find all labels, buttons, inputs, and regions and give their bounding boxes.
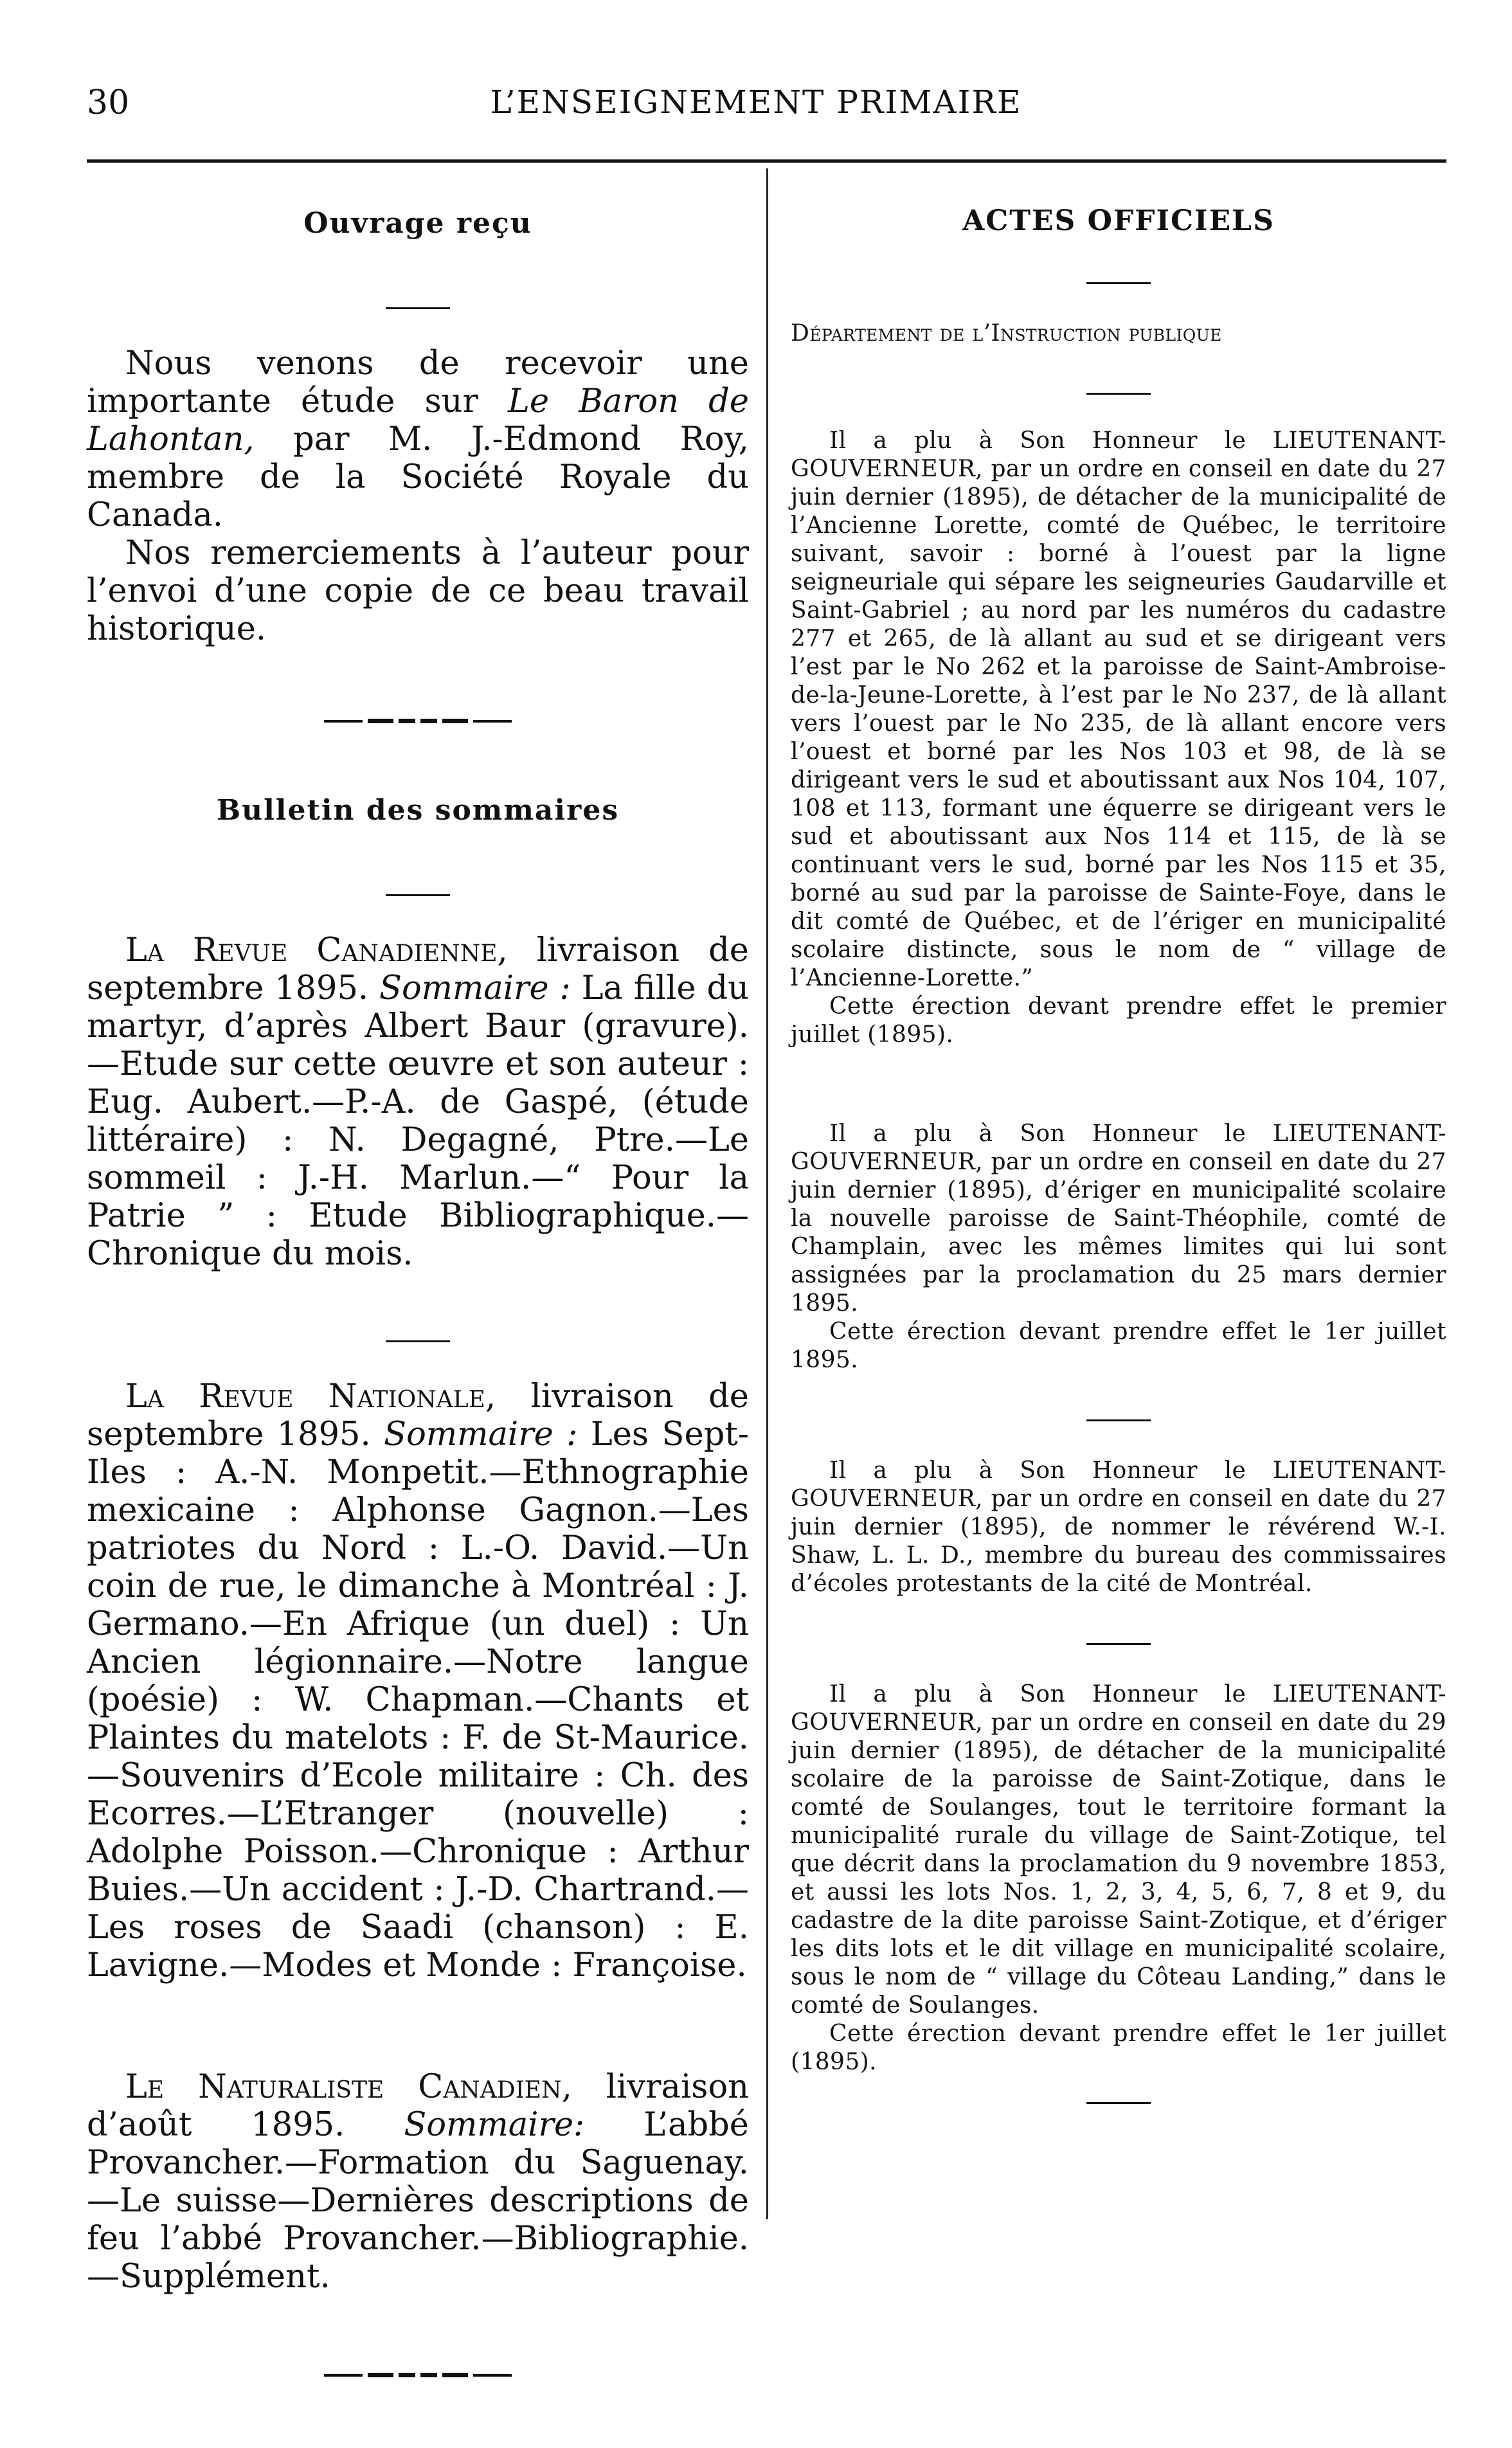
sommaire-label: Sommaire : [384, 1416, 578, 1454]
bulletin-heading: Bulletin des sommaires [216, 794, 620, 827]
department-title: Département de l’Instruction publique [791, 320, 1222, 346]
ouvrage-text: par M. J.-Edmond Roy, membre de la Société Royale du Canada. [87, 420, 749, 534]
acte-4-effet: Cette érection devant prendre effet le 1er juillet (1895). [791, 2021, 1446, 2075]
separator-dash [1086, 282, 1151, 284]
separator-dash [1086, 2102, 1151, 2104]
separator-dash [1086, 393, 1151, 395]
acte-1-effet: Cette érection devant prendre effet le premier juillet (1895). [791, 993, 1446, 1048]
sommaire-label: Sommaire : [379, 969, 571, 1007]
revue-nationale-entry [87, 1378, 749, 1985]
ouvrage-paragraph-1 [87, 345, 749, 534]
ouvrage-paragraph-2: Nos remerciements à l’auteur pour l’envoi d’une copie de ce beau travail historique. [87, 534, 749, 648]
entry-text: livraison d’août 1895. [87, 2068, 750, 2144]
naturaliste-entry [87, 2068, 749, 2296]
acte-2-paragraph: Il a plu à Son Honneur le LIEUTENANT-GOUVERNEUR, par un ordre en conseil en date du 27 juin dernier (1895), d’ériger en municipalité scolaire la nouvelle paroisse de Saint-Théophile, comté de Champlain, avec les mêmes limites qui lui sont assignées par la proclamation du 25 mars dernier 1895. [791, 1120, 1446, 1317]
left-column [87, 193, 749, 2448]
book-title: Le Baron de Lahontan, [87, 382, 749, 458]
running-title: L’ENSEIGNEMENT PRIMAIRE [490, 84, 1022, 121]
acte-4-paragraph: Il a plu à Son Honneur le LIEUTENANT-GOUVERNEUR, par un ordre en conseil en date du 29 juin dernier (1895), de détacher de la municipalité scolaire de la paroisse de Saint-Zotique, dans le comté de Soulanges, tout le territoire formant la municipalité rurale du village de Saint-Zotique, tel que décrit dans la proclamation du 9 novembre 1853, et aussi les lots Nos. 1, 2, 3, 4, 5, 6, 7, 8 et 9, du cadastre de la dite paroisse Saint-Zotique, et d’ériger les dits lots et le dit village en municipalité scolaire, sous le nom de “ village du Côteau Landing,” dans le comté de Soulanges. [791, 1681, 1446, 2019]
actes-heading: ACTES OFFICIELS [962, 204, 1275, 237]
publication-title: La Revue Canadienne, [125, 932, 508, 969]
ornament-divider [87, 2373, 749, 2377]
separator-dash [1086, 1643, 1151, 1645]
entry-text: L’abbé Provancher.—Formation du Saguenay.—Le suisse—Dernières descriptions de feu l’abbé Provancher.—Bibliographie.—Supplément. [87, 2106, 749, 2296]
entry-text: livraison de septembre 1895. [87, 932, 749, 1007]
separator-dash [386, 894, 450, 896]
sommaire-label: Sommaire: [404, 2106, 585, 2144]
entry-text: Les Sept-Iles : A.-N. Monpetit.—Ethnographie mexicaine : Alphonse Gagnon.—Les patriotes du Nord : L.-O. David.—Un coin de rue, le dimanche à Montréal : J. Germano.—En Afrique (un duel) : Un Ancien légionnaire.—Notre langue (poésie) : W. Chapman.—Chants et Plaintes du matelots : F. de St-Maurice.—Souvenirs d’Ecole militaire : Ch. des Ecorres.—L’Etranger (nouvelle) : Adolphe Poisson.—Chronique : Arthur Buies.—Un accident : J.-D. Chartrand.—Les roses de Saadi (chanson) : E. Lavigne.—Modes et Monde : Françoise. [87, 1416, 750, 1985]
separator-dash [1086, 1419, 1151, 1421]
entry-text: La fille du martyr, d’après Albert Baur (gravure).—Etude sur cette œuvre et son auteur : Eug. Aubert.—P.-A. de Gaspé, (étude littéraire) : N. Degagné, Ptre.—Le sommeil : J.-H. Marlun.—“ Pour la Patrie ” : Etude Bibliographique.—Chronique du mois. [87, 969, 749, 1273]
separator-dash [386, 1340, 450, 1342]
right-column [791, 193, 1446, 2139]
column-divider [766, 168, 768, 2219]
header-rule [87, 159, 1446, 163]
ornament-divider [87, 719, 749, 723]
acte-2-effet: Cette érection devant prendre effet le 1er juillet 1895. [791, 1318, 1446, 1373]
publication-title: La Revue Nationale, [125, 1378, 496, 1416]
acte-3-paragraph: Il a plu à Son Honneur le LIEUTENANT-GOUVERNEUR, par un ordre en conseil en date du 27 juin dernier (1895), de nommer le révérend W.-I. Shaw, L. L. D., membre du bureau des commissaires d’écoles protestants de la cité de Montréal. [791, 1457, 1446, 1597]
acte-1-paragraph: Il a plu à Son Honneur le LIEUTENANT-GOUVERNEUR, par un ordre en conseil en date du 27 juin dernier (1895), de détacher de la municipalité de l’Ancienne Lorette, comté de Québec, le territoire suivant, savoir : borné à l’ouest par la ligne seigneuriale qui sépare les seigneuries Gaudarville et Saint-Gabriel ; au nord par les numéros du cadastre 277 et 265, de là allant au sud et se dirigeant vers l’est par le No 262 et la paroisse de Saint-Ambroise-de-la-Jeune-Lorette, à l’est par le No 237, de là allant vers l’ouest par le No 235, de là allant encore vers l’ouest et borné par les Nos 103 et 98, de là se dirigeant vers le sud et aboutissant aux Nos 104, 107, 108 et 113, formant une équerre se dirigeant vers le sud et aboutissant aux Nos 114 et 115, de là se continuant vers le sud, borné par les Nos 115 et 35, borné au sud par la paroisse de Sainte-Foye, dans le dit comté de Québec, et de l’ériger en municipalité scolaire distincte, sous le nom de “ village de l’Ancienne-Lorette.” [791, 428, 1446, 991]
revue-canadienne-entry [87, 932, 749, 1273]
separator-dash [386, 307, 450, 309]
ouvrage-text: Nous venons de recevoir une importante étude sur [87, 345, 749, 420]
entry-text: livraison de septembre 1895. [87, 1378, 749, 1454]
publication-title: Le Naturaliste Canadien, [125, 2068, 572, 2106]
page-number: 30 [87, 84, 130, 122]
ouvrage-heading: Ouvrage reçu [303, 207, 532, 240]
